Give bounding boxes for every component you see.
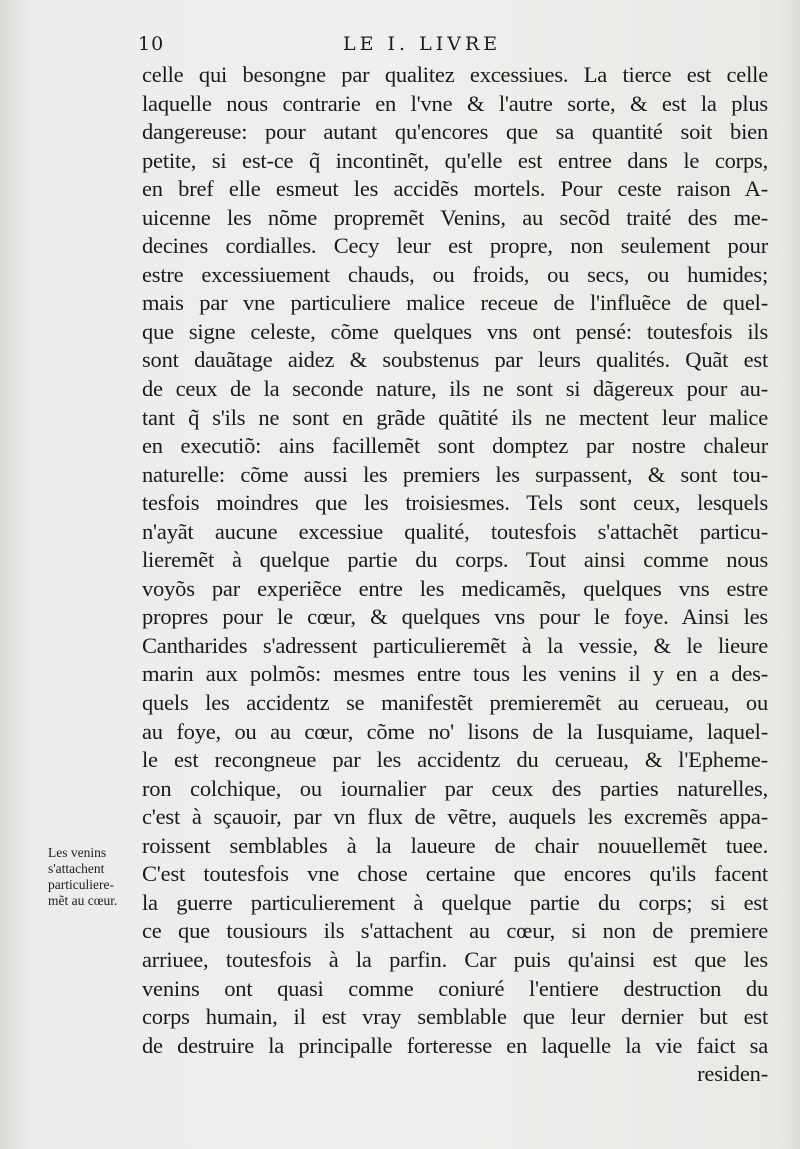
text-line: Cantharides s'adressent particulieremẽt à la vessie, & le lieure [142, 632, 768, 658]
page-number: 10 [138, 33, 165, 55]
text-line: dangereuse: pour autant qu'encores que sa quantité soit bien [142, 119, 768, 145]
text-line: corps humain, il est vray semblable que leur dernier but est [142, 1004, 768, 1030]
text-line: en bref elle esmeut les accidẽs mortels. Pour ceste raison A- [142, 176, 768, 202]
margin-note [48, 845, 144, 909]
page-header [138, 33, 748, 57]
text-line: sont dauãtage aidez & soubstenus par leurs qualités. Quãt est [142, 347, 768, 373]
margin-note-line: Les venins [48, 845, 107, 860]
text-line: quels les accidentz se manifestẽt premieremẽt au cerueau, ou [142, 690, 768, 716]
text-line: lieremẽt à quelque partie du corps. Tout ainsi comme nous [142, 547, 768, 573]
text-line: c'est à sçauoir, par vn flux de vẽtre, auquels les excremẽs appa- [142, 804, 768, 830]
text-line: en executiõ: ains facillemẽt sont domptez par nostre chaleur [142, 433, 768, 459]
text-line: ron colchique, ou iournalier par ceux des parties naturelles, [142, 775, 768, 801]
text-line: celle qui besongne par qualitez excessiues. La tierce est celle [142, 62, 768, 87]
text-line: laquelle nous contrarie en l'vne & l'autre sorte, & est la plus [142, 90, 768, 116]
text-line: naturelle: cõme aussi les premiers les surpassent, & sont tou- [142, 461, 768, 487]
text-line: ce que tousiours ils s'attachent au cœur, si non de premiere [142, 918, 768, 944]
text-line: petite, si est-ce q̃ incontinẽt, qu'elle est entree dans le corps, [142, 147, 768, 173]
text-line: mais par vne particuliere malice receue de l'influẽce de quel- [142, 290, 768, 316]
text-line: de ceux de la seconde nature, ils ne sont si dãgereux pour au- [142, 376, 768, 402]
text-line: decines cordialles. Cecy leur est propre, non seulement pour [142, 233, 768, 259]
text-line: estre excessiuement chauds, ou froids, ou secs, ou humides; [142, 261, 768, 287]
text-line: la guerre particulierement à quelque partie du corps; si est [142, 889, 768, 915]
text-line: n'ayãt aucune excessiue qualité, toutesfois s'attachẽt particu- [142, 518, 768, 544]
text-line: C'est toutesfois vne chose certaine que encores qu'ils facent [142, 861, 768, 887]
text-line: arriuee, toutesfois à la parfin. Car puis qu'ainsi est que les [142, 946, 768, 972]
text-line: propres pour le cœur, & quelques vns pour le foye. Ainsi les [142, 604, 768, 630]
text-line: que signe celeste, cõme quelques vns ont pensé: toutesfois ils [142, 318, 768, 344]
text-line: de destruire la principalle forteresse en laquelle la vie faict sa [142, 1032, 768, 1058]
text-line: marin aux polmõs: mesmes entre tous les venins il y en a des- [142, 661, 768, 687]
text-line: roissent semblables à la laueure de chair nouuellemẽt tuee. [142, 832, 768, 858]
text-line: au foye, ou au cœur, cõme no' lisons de la Iusquiame, laquel- [142, 718, 768, 744]
text-line: tesfois moindres que les troisiesmes. Tels sont ceux, lesquels [142, 490, 768, 516]
margin-note-line: particuliere- [48, 877, 114, 892]
text-line: voyõs par experiẽce entre les medicamẽs, quelques vns estre [142, 575, 768, 601]
running-head: LE I. LIVRE [343, 33, 502, 55]
text-line: venins ont quasi comme coniuré l'entiere destruction du [142, 975, 768, 1001]
text-line: le est recongneue par les accidentz du cerueau, & l'Epheme- [142, 747, 768, 773]
text-line: tant q̃ s'ils ne sont en grãde quãtité ils ne mectent leur malice [142, 404, 768, 430]
margin-note-line: mẽt au cœur. [48, 893, 118, 908]
body-text [142, 61, 768, 1089]
margin-note-line: s'attachent [48, 861, 105, 876]
catchword: residen- [697, 1061, 768, 1087]
text-line: uicenne les nõme propremẽt Venins, au secõd traité des me- [142, 204, 768, 230]
